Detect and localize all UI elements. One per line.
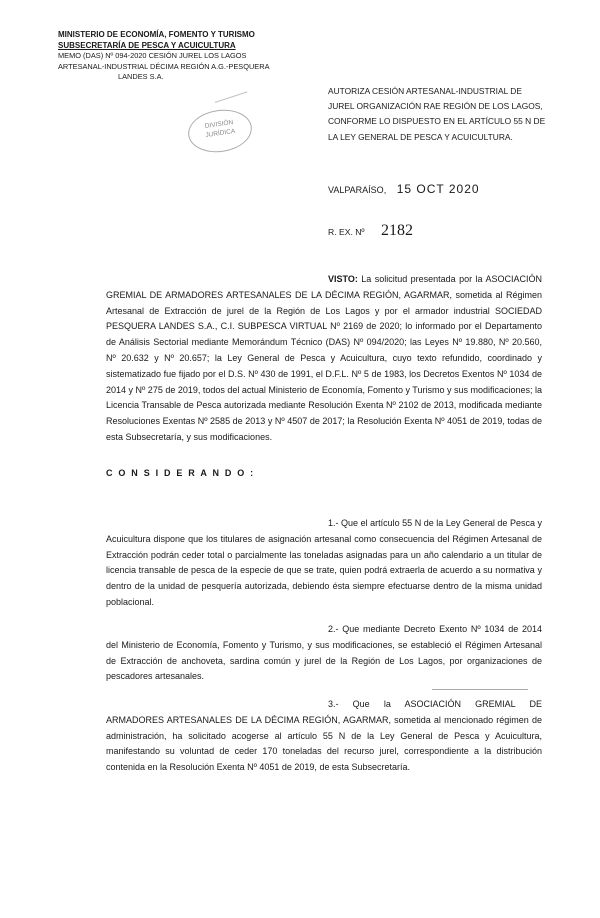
considerando-heading: C O N S I D E R A N D O : [106, 468, 255, 478]
division-stamp [185, 106, 254, 156]
reference-line-3: LANDES S.A. [118, 72, 164, 81]
margin-mark [432, 689, 528, 690]
item-3-text: 3.- Que la ASOCIACIÓN GREMIAL DE ARMADORES ARTESANALES DE LA DÉCIMA REGIÓN, AGARMAR, sometida al mencionado régimen de administración, ha solicitado acogerse al artículo 55 N de la Ley General de Pesca y Acuicultura, manifestando su voluntad de ceder 170 toneladas del recurso jurel, correspondiente a la distribución contenida en la Resolución Exenta Nº 4051 de 2019, de esta Subsecretaría. [106, 699, 542, 773]
visto-text: La solicitud presentada por la ASOCIACIÓN GREMIAL DE ARMADORES ARTESANALES DE LA DÉCIMA REGIÓN, AGARMAR, sometida al Régimen Artesanal de Extracción de jurel de la Región de Los Lagos y por el armador industrial SOCIEDAD PESQUERA LANDES S.A., C.I. SUBPESCA VIRTUAL Nº 2169 de 2020; lo informado por el Departamento de Análisis Sectorial mediante Memorándum Técnico (DAS) Nº 094/2020; las Leyes Nº 19.880, Nº 20.560, Nº 20.632 y Nº 20.657; la Ley General de Pesca y Acuicultura, cuyo texto refundido, coordinado y sistematizado fue fijado por el D.S. Nº 430 de 1991, el D.F.L. Nº 5 de 1983, los Decretos Exentos Nº 1034 de 2014 y Nº 275 de 2019, todos del actual Ministerio de Economía, Fomento y Turismo y sus modificaciones; la Licencia Transable de Pesca autorizada mediante Resolución Exenta Nº 2102 de 2013, modificada mediante Resoluciones Exentas Nº 2585 de 2013 y Nº 4507 de 2017; la Resolución Exenta Nº 4051 de 2019, todas de esta Subsecretaría, y sus modificaciones. [106, 274, 543, 442]
resolution-number [328, 222, 413, 240]
ministry-name: MINISTERIO DE ECONOMÍA, FOMENTO Y TURISMO [58, 30, 255, 39]
reference-line-1: MEMO (DAS) Nº 094-2020 CESIÓN JUREL LOS LAGOS [58, 51, 247, 60]
considerando-item-3 [106, 697, 542, 776]
visto-label: VISTO: [328, 274, 358, 284]
considerando-item-2 [106, 622, 542, 685]
subsecretaria-name: SUBSECRETARÍA DE PESCA Y ACUICULTURA [58, 40, 236, 50]
date-stamp: 15 OCT 2020 [396, 182, 480, 196]
stamp-line-1: DIVISIÓN [204, 119, 234, 131]
place-date [328, 182, 480, 196]
letterhead [58, 30, 278, 83]
place: VALPARAÍSO, [328, 185, 387, 195]
item-2-text: 2.- Que mediante Decreto Exento Nº 1034 de 2014 del Ministerio de Economía, Fomento y Turismo, y sus modificaciones, se estableció el Régimen Artesanal de Extracción de anchoveta, sardina común y jurel de la Región de Los Lagos, por organizaciones de pescadores artesanales. [106, 624, 542, 682]
item-1-text: 1.- Que el artículo 55 N de la Ley General de Pesca y Acuicultura dispone que los titulares de asignación artesanal como consecuencia del Régimen Artesanal de Extracción podrán ceder total o parcialmente las toneladas asignadas para un año calendario a un titular de licencia transable de pesca de la especie de que se trate, quien podrá extraerla de acuerdo a su normativa y dentro de la unidad de pesquería autorizada, debiendo ésta siempre efectuarse dentro de la misma unidad poblacional. [106, 518, 542, 607]
rex-number: 2182 [380, 222, 413, 239]
rex-label: R. EX. Nº [328, 227, 365, 237]
stamp-line-2: JURÍDICA [205, 127, 236, 140]
visto-paragraph [106, 272, 542, 446]
resolution-subject: AUTORIZA CESIÓN ARTESANAL-INDUSTRIAL DE JUREL ORGANIZACIÓN RAE REGIÓN DE LOS LAGOS, CONFORME LO DISPUESTO EN EL ARTÍCULO 55 N DE LA LEY GENERAL DE PESCA Y ACUICULTURA. [328, 86, 546, 142]
reference-line-2: ARTESANAL-INDUSTRIAL DÉCIMA REGIÓN A.G.-PESQUERA [58, 61, 270, 71]
considerando-item-1 [106, 516, 542, 611]
